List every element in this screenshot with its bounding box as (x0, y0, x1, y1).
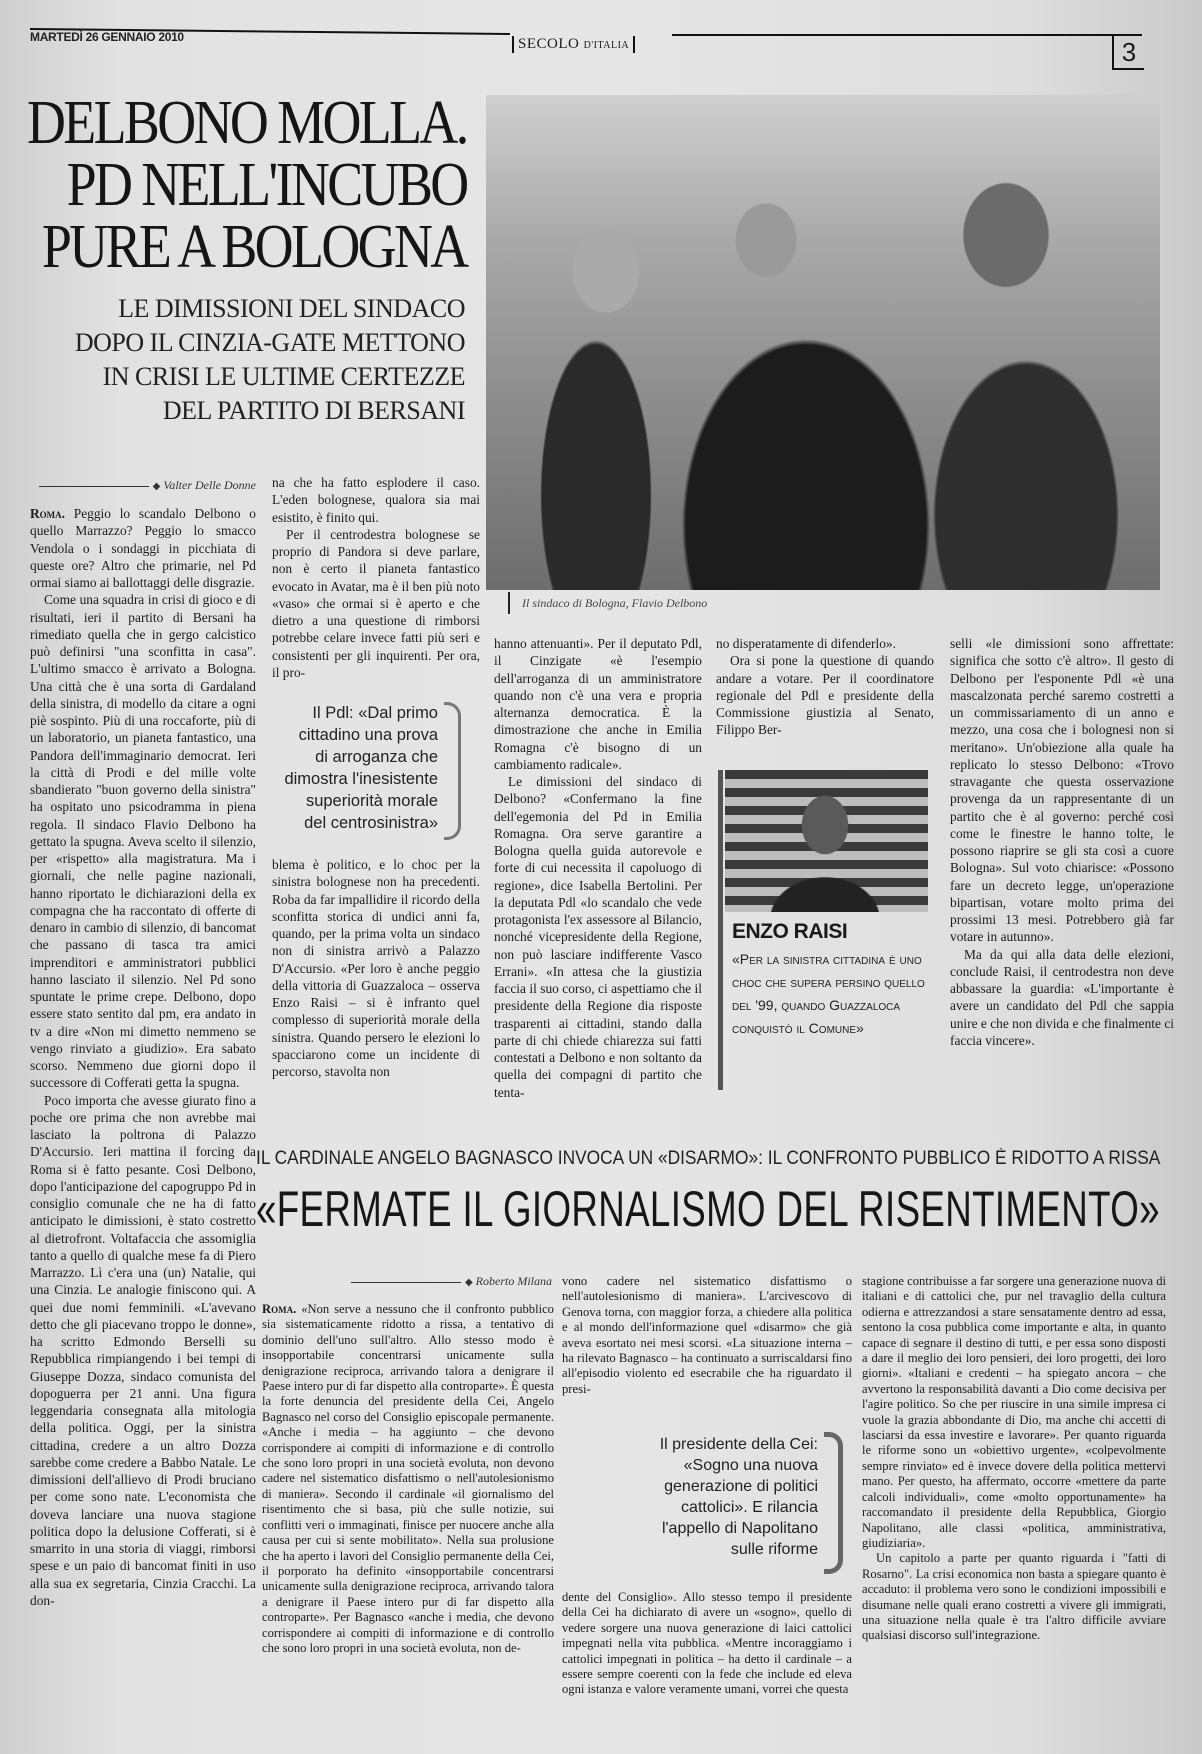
caption-marker (508, 592, 510, 614)
issue-date: MARTEDÌ 26 GENNAIO 2010 (30, 30, 184, 44)
article-column-2-bottom (272, 856, 480, 1080)
pullquote-brace (824, 1432, 843, 1574)
pullquote-line: del centrosinistra» (304, 814, 438, 832)
article2-column-2-top (562, 1274, 852, 1397)
sidebar-name: ENZO RAISI (732, 920, 848, 943)
article2-headline: «FERMATE IL GIORNALISMO DEL RISENTIMENTO» (256, 1181, 1160, 1237)
masthead-title: SECOLO (518, 36, 580, 52)
paragraph-text: «Non serve a nessuno che il confronto pubblico sia sistematicamente ridotto a rissa, a tentativo di dominio dell'uno sull'altro. Allo stesso modo è insopportabile concentrarsi unicamente sulla denigrazione reciproca, arrivando talora a denigrare il Paese intero pur di far dispetto alla controparte». È questa la forte denuncia del presidente della Cei, Angelo Bagnasco nel corso del Consiglio episcopale permanente. «Anche i media – ha aggiunto – che devono corrispondere ai compiti di informazione e di controllo che sono loro propri in una società evoluta, non devono cadere nel sistematico disfattismo o nell'autolesionismo di maniera». Secondo il cardinale «il giornalismo del risentimento che si basa, più che sulle notizie, sui conflitti veri o immaginati, finisce per nuocere anche alla causa per cui si sente mobilitato». Nella sua prolusione che ha aperto i lavori del Consiglio permanente della Cei, il porporato ha definito «insopportabile concentrarsi unicamente sulla denigrazione reciproca, arrivando talora a denigrare il Paese intero pur di far dispetto alla controparte». Per Bagnasco «anche i media, che devono corrispondere ai compiti di informazione e di controllo che sono loro propri in una società evoluta, non de- (262, 1302, 554, 1655)
paragraph: dente del Consiglio». Allo stesso tempo il presidente della Cei ha dichiarato di avere un «sogno», quello di vedere sorgere una nuova generazione di laici cattolici impegnati nella vita pubblica. «Mentre incoraggiamo i cattolici impegnati in politica – ha detto il cardinale – a essere sempre coerenti con la fede che include ed eleva ogni istanza e valore veramente umani, vorrei che questa (562, 1590, 852, 1697)
pullquote-line: superiorità morale (305, 792, 438, 810)
article-column-5 (950, 635, 1174, 1049)
article-column-4 (716, 635, 934, 739)
pullquote-line: cittadino una prova (298, 726, 438, 744)
article2-column-3 (862, 1274, 1166, 1644)
delbono-photo (486, 95, 1160, 590)
paragraph-text: Peggio lo scandalo Delbono o quello Marrazzo? Peggio lo smacco Vendola o i sondaggi in picchiata di queste ore? Altro che primarie, nel Pd ormai siamo ai ballottaggi delle disgrazie. (30, 506, 256, 590)
pullquote-line: dimostra l'inesistente (284, 770, 438, 788)
sidebar-bar (718, 770, 723, 1090)
headline-line: DELBONO MOLLA. (27, 89, 467, 157)
paragraph: selli «le dimissioni sono affrettate: significa che sotto c'è altro». Il gesto di Delbono per l'esponente Pdl «è una mascalzonata perché saremo costretti a un commissariamento di un anno e mezzo, una cosa che i bolognesi non si meritano». Un'obiezione alla quale ha replicato lo stesso Delbono: «Trovo stravagante che questa osservazione provenga da un rappresentante di un partito che è al governo: perché così come le finestre le hanno tolte, le possono riaprire se gli sta così a cuore Bologna». Sul voto chiarisce: «Possono fare un decreto legge, un'operazione bipartisan, votare molto prima dei prossimi 13 mesi. Potrebbero già far votare in autunno». (950, 636, 1174, 945)
paragraph: Come una squadra in crisi di gioco e di risultati, ieri il partito di Bersani ha rimediato quella che in gergo calcistico può definirsi "una sconfitta in casa". L'ultimo smacco è arrivato a Bologna. Una città che è una sorta di Gardaland della sinistra, di modello da citare a ogni piè sospinto. Più di una roccaforte, più di un laboratorio, un pianeta fantastico, una Pandora dell'immaginario democrat. Ieri la città di Prodi e del mille volte sbandierato "buon governo della sinistra" ha ospitato uno psicodramma in piena regola. Il sindaco Flavio Delbono ha gettato la spugna. Aveva scelto il silenzio, per «rispetto» alla magistratura. Ma i giornali, che nelle pagine nazionali, hanno riportato le dichiarazioni della ex compagna che ha raccontato di offerte di denaro in cambio di silenzio, di bancomat che passano di tasca tra amici imprenditori e amministratori pubblici hanno lasciato il silenzio. Nel Pd sono spuntate le prime crepe. Delbono, dopo essere stato sentito dal pm, era andato in tv a dire «Non mi dimetto nemmeno se vengo rinviato a giudizio». Era sabato scorso. Nemmeno due giorni dopo il successore di Cofferati getta la spugna. (30, 592, 256, 1091)
paragraph: blema è politico, e lo choc per la sinistra bolognese non ha precedenti. Roba da far impallidire il ricordo della sconfitta storica di undici anni fa, quando, per la prima volta un sindaco non di sinistra arrivò a Palazzo D'Accursio. «Per loro è anche peggio della vittoria di Guazzaloca – osserva Enzo Raisi – si è infranto quel complesso di superiorità morale della sinistra. Quando persero le elezioni lo spacciarono come un incidente di percorso, stavolta non (272, 857, 480, 1079)
pullquote-line: l'appello di Napolitano (661, 1520, 818, 1537)
pullquote-line: Il Pdl: «Dal primo (312, 704, 438, 722)
raisi-photo (725, 770, 928, 912)
pullquote-line: «Sogno una nuova (683, 1457, 818, 1474)
subhead-line: DOPO IL CINZIA-GATE METTONO (74, 328, 465, 357)
pullquote-brace (444, 702, 461, 840)
sidebar-quote: «Per la sinistra cittadina è uno choc che supera persino quello del '99, quando Guazzaloca conquistò il Comune» (732, 951, 925, 1036)
paragraph: vono cadere nel sistematico disfattismo o nell'autolesionismo di maniera». L'arcivescovo di Genova torna, con maggior forza, a chiedere alla politica e al mondo dell'informazione quel «disarmo» che già aveva esortato nei mesi scorsi. «La situazione interna – ha rilevato Bagnasco – ha continuato a surriscaldarsi fino all'episodio violento ed esecrabile che ha riguardato il presi- (562, 1274, 852, 1396)
pullquote (596, 1434, 818, 1560)
byline (30, 478, 256, 493)
masthead (512, 36, 635, 53)
pullquote-line: generazione di politici (664, 1478, 818, 1495)
paragraph: no disperatamente di difenderlo». (716, 636, 896, 651)
paragraph: na che ha fatto esplodere il caso. L'eden bolognese, qualora sia mai esistito, è finito qui. (272, 475, 480, 525)
header-rule-right (672, 34, 1142, 36)
photo-caption: Il sindaco di Bologna, Flavio Delbono (522, 596, 708, 610)
pullquote-line: sulle riforme (730, 1541, 818, 1558)
byline (262, 1274, 552, 1289)
headline-line: PD NELL'INCUBO (67, 151, 467, 219)
author-name: Roberto Milana (475, 1274, 552, 1288)
diamond-icon: ◆ (464, 1277, 473, 1288)
subhead-line: DEL PARTITO DI BERSANI (162, 396, 465, 425)
author-name: Valter Delle Donne (163, 478, 256, 492)
headline-line: PURE A BOLOGNA (42, 213, 467, 281)
pullquote (262, 702, 438, 834)
article2-column-2-bottom (562, 1590, 852, 1698)
paragraph (30, 505, 256, 591)
paragraph: Per il centrodestra bolognese se proprio di Pandora si deve parlare, non è certo il pianeta fantastico evocato in Avatar, ma è il ben più noto «vaso» che ormai si è aperto e che dietro a una questione di rimborsi potrebbe celare invece fatti più seri e consistenti per gli inquirenti. Per ora, il pro- (272, 526, 480, 680)
dateline: Roma. (30, 506, 66, 521)
paragraph (262, 1302, 554, 1656)
article-column-1 (30, 505, 256, 1609)
pullquote-line: cattolici». E rilancia (681, 1499, 818, 1516)
paragraph: Un capitolo a parte per quanto riguarda i "fatti di Rosarno". La crisi economica non basta a spiegare quanto è accaduto: il problema vero sono le condizioni impossibili e disumane nelle quali erano costretti a vivere gli immigrati, una situazione nella quale è tra l'altro difficile avviare qualsiasi discorso sull'integrazione. (862, 1551, 1166, 1643)
masthead-subtitle: D'ITALIA (583, 40, 630, 51)
article2-column-1 (262, 1302, 554, 1656)
paragraph: hanno attenuanti». Per il deputato Pdl, il Cinzigate «è l'esempio dell'arroganza di un amministratore quando non c'è una vera e propria alternanza democratica. È la dimostrazione che anche in Emilia Romagna c'è bisogno di un cambiamento radicale». (494, 636, 702, 772)
pullquote-line: di arroganza che (315, 748, 438, 766)
article2-kicker: IL CARDINALE ANGELO BAGNASCO INVOCA UN «DISARMO»: IL CONFRONTO PUBBLICO È RIDOTTO A RISSA (256, 1148, 1161, 1169)
subhead-line: LE DIMISSIONI DEL SINDACO (118, 294, 465, 323)
subhead-line: IN CRISI LE ULTIME CERTEZZE (102, 362, 465, 391)
page-number: 3 (1112, 36, 1144, 70)
paragraph: stagione contribuisse a far sorgere una generazione nuova di italiani e di cattolici che, pur nel travaglio della cultura odierna e attrezzandosi a stare sensatamente dentro ad essa, sentono la cosa pubblica come importante e alta, in quanto capace di segnare il destino di tutti, e per essa sono disposti a dare il meglio dei loro pensieri, dei loro progetti, dei loro giorni». «Italiani e credenti – ha spiegato ancora – che avvertono la responsabilità davanti a Dio come decisiva per l'agire politico. So che per riuscire in una simile impresa ci vuole la grazia abbondante di Dio, ma anche chi accetti di lasciarsi da essa investire e lavorare». Per quanto riguarda le riforme sono un «obiettivo urgente», «colpevolmente sempre rinviato» ed è invece dovere della politica mettervi mano. Per questo, ha affermato, occorre «mettere da parte calcoli individuali», come «molto opportunamente» ha raccomandato il presidente della Repubblica, Giorgio Napolitano, alle classi «politica, amministrativa, giudiziaria». (862, 1274, 1167, 1550)
paragraph: Le dimissioni del sindaco di Delbono? «Confermano la fine dell'egemonia del Pd in Emilia Romagna. Ora serve garantire a Bologna quella guida autorevole e forte di cui necessita il capoluogo di regione», dice Isabella Bertolini. Per la deputata Pdl «lo scandalo che vede protagonista l'ex assessore al Bilancio, nonché vicepresidente della Regione, non può lasciare indifferente Vasco Errani». «In attesa che la giustizia faccia il suo corso, ci aspettiamo che il presidente della Regione dia risposte trasparenti ai cittadini, stando dalla parte di chi chiede chiarezza sui fatti contestati a Delbono e non soltanto da quella dei compagni di partito che tenta- (494, 774, 702, 1100)
paragraph: Ma da qui alla data delle elezioni, conclude Raisi, il centrodestra non deve abbassare la guardia: «L'importante è avere un candidato del Pdl che sappia unire e che non divida e che finalmente ci faccia vincere». (950, 946, 1174, 1048)
paragraph: Poco importa che avesse giurato fino a poche ore prima che non avrebbe mai lasciato la poltrona di Palazzo D'Accursio. Ieri mattina il forcing da Roma si è fatto pesante. Così Delbono, dopo l'anticipazione del capogruppo Pd in consiglio comunale che ne ha di fatto anticipato le dimissioni, è stato costretto al dietrofront. Voltafaccia che assomiglia tanto a quello di qualche mese fa di Piero Marrazzo. Lì c'era una (un) Natalie, qui una Cinzia. Le analogie finiscono qui. A quei due nomi femminili. «L'avevano detto che gli piacevano troppo le donne», ha scritto Edmondo Berselli su Repubblica rimpiangendo i bei tempi di Giuseppe Dozza, sindaco comunista del dopoguerra per 21 anni. Una figura leggendaria consegnata alla mitologia della politica. Oggi, per la sinistra cittadina, credere a un altro Dozza sarebbe come credere a Babbo Natale. Le dimissioni dell'allievo di Prodi bruciano per come sono nate. L'economista che doveva lanciare una nuova stagione politica dopo la delusione Cofferati, si è smarrito in una storia di viaggi, rimborsi spese e un paio di bancomat finiti in uso alla sua ex segretaria, Cinzia Cracchi. La don- (30, 1092, 256, 1608)
article-subhead (75, 292, 465, 428)
pullquote-line: Il presidente della Cei: (659, 1436, 818, 1453)
paragraph: Ora si pone la questione di quando andare a votare. Per il coordinatore regionale del Pdl e presidente della Commissione giustizia al Senato, Filippo Ber- (716, 653, 934, 738)
article-headline (27, 89, 467, 281)
article-column-3 (494, 635, 702, 1101)
diamond-icon: ◆ (152, 481, 161, 492)
article-column-2-top (272, 474, 480, 681)
dateline: Roma. (262, 1302, 297, 1316)
